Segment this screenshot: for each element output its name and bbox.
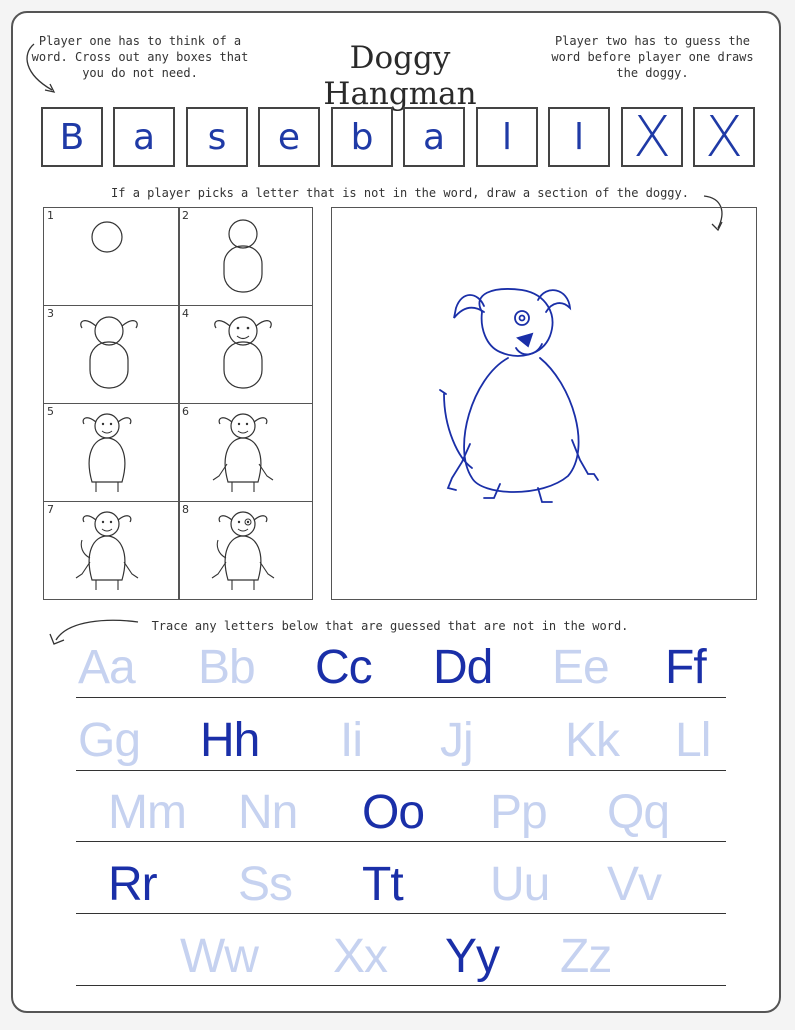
step-cell: 2 [178, 207, 313, 306]
writing-line [76, 697, 726, 698]
step-cell: 5 [43, 403, 180, 502]
letter-box[interactable] [403, 107, 465, 167]
letter-pair-guide[interactable]: Ii [340, 714, 362, 767]
letter-box[interactable] [476, 107, 538, 167]
step-cell: 6 [178, 403, 313, 502]
letter-pair-guide[interactable]: Ll [675, 714, 711, 767]
traced-letter-pair[interactable]: Ff [665, 641, 706, 694]
letter-box[interactable] [113, 107, 175, 167]
arrow-to-boxes-icon [12, 40, 72, 100]
letter-pair-guide[interactable]: Ee [552, 641, 609, 694]
traced-letter-pair[interactable]: Tt [362, 858, 403, 911]
letter-pair-guide[interactable]: Vv [607, 858, 662, 911]
step-cell: 4 [178, 305, 313, 404]
letter-box-crossed[interactable] [621, 104, 683, 170]
letter-pair-guide[interactable]: Mm [108, 786, 186, 839]
dog-step-drawing [44, 306, 179, 403]
traced-letter-pair[interactable]: Hh [200, 714, 260, 767]
dog-step-drawing [179, 208, 312, 305]
dog-step-drawing [44, 208, 179, 305]
traced-letter-pair[interactable]: Dd [433, 641, 493, 694]
handwritten-letter: b [350, 116, 374, 158]
handwritten-letter: a [422, 116, 446, 158]
dog-step-drawing [44, 502, 179, 599]
cross-out-mark: X [704, 104, 744, 170]
player-one-instruction: Player one has to think of a word. Cross out any boxes that you do not need. [31, 34, 249, 80]
trace-instruction: Trace any letters below that are guessed that are not in the word. [151, 619, 629, 633]
player-two-instruction: Player two has to guess the word before player one draws the doggy. [551, 34, 754, 80]
writing-line [76, 841, 726, 842]
letter-box[interactable] [548, 107, 610, 167]
letter-box-crossed[interactable] [693, 104, 755, 170]
letter-pair-guide[interactable]: Pp [490, 786, 547, 839]
letter-pair-guide[interactable]: Jj [440, 714, 473, 767]
letter-pair-guide[interactable]: Kk [565, 714, 620, 767]
step-cell: 3 [43, 305, 180, 404]
dog-drawing [332, 208, 756, 599]
step-cell: 8 [178, 501, 313, 600]
handwritten-letter: B [59, 116, 85, 158]
traced-letter-pair[interactable]: Cc [315, 641, 372, 694]
dog-step-drawing [44, 404, 179, 501]
handwritten-letter: l [501, 116, 512, 158]
handwritten-letter: s [207, 116, 227, 158]
letter-box[interactable] [186, 107, 248, 167]
writing-line [76, 985, 726, 986]
writing-line [76, 913, 726, 914]
traced-letter-pair[interactable]: Oo [362, 786, 425, 839]
step-cell: 1 [43, 207, 180, 306]
cross-out-mark: X [632, 104, 672, 170]
handwritten-letter: a [132, 116, 156, 158]
letter-pair-guide[interactable]: Uu [490, 858, 550, 911]
dog-step-drawing [179, 306, 312, 403]
letter-box[interactable] [41, 107, 103, 167]
letter-pair-guide[interactable]: Qq [607, 786, 670, 839]
letter-pair-guide[interactable]: Ww [180, 930, 258, 983]
letter-pair-guide[interactable]: Zz [560, 930, 612, 983]
letter-box[interactable] [331, 107, 393, 167]
letter-pair-guide[interactable]: Ss [238, 858, 293, 911]
step-cell: 7 [43, 501, 180, 600]
letter-pair-guide[interactable]: Bb [198, 641, 255, 694]
traced-letter-pair[interactable]: Yy [445, 930, 500, 983]
traced-letter-pair[interactable]: Rr [108, 858, 157, 911]
letter-pair-guide[interactable]: Aa [78, 641, 135, 694]
letter-box[interactable] [258, 107, 320, 167]
letter-pair-guide[interactable]: Xx [333, 930, 388, 983]
handwritten-letter: e [277, 116, 301, 158]
letter-pair-guide[interactable]: Gg [78, 714, 141, 767]
handwritten-letter: l [573, 116, 584, 158]
drawing-area[interactable] [331, 207, 757, 600]
dog-step-drawing [179, 404, 312, 501]
page-title: Doggy Hangman [323, 40, 477, 112]
letter-pair-guide[interactable]: Nn [238, 786, 298, 839]
dog-step-drawing [179, 502, 312, 599]
section-instruction: If a player picks a letter that is not in the word, draw a section of the doggy. [111, 186, 689, 200]
writing-line [76, 770, 726, 771]
